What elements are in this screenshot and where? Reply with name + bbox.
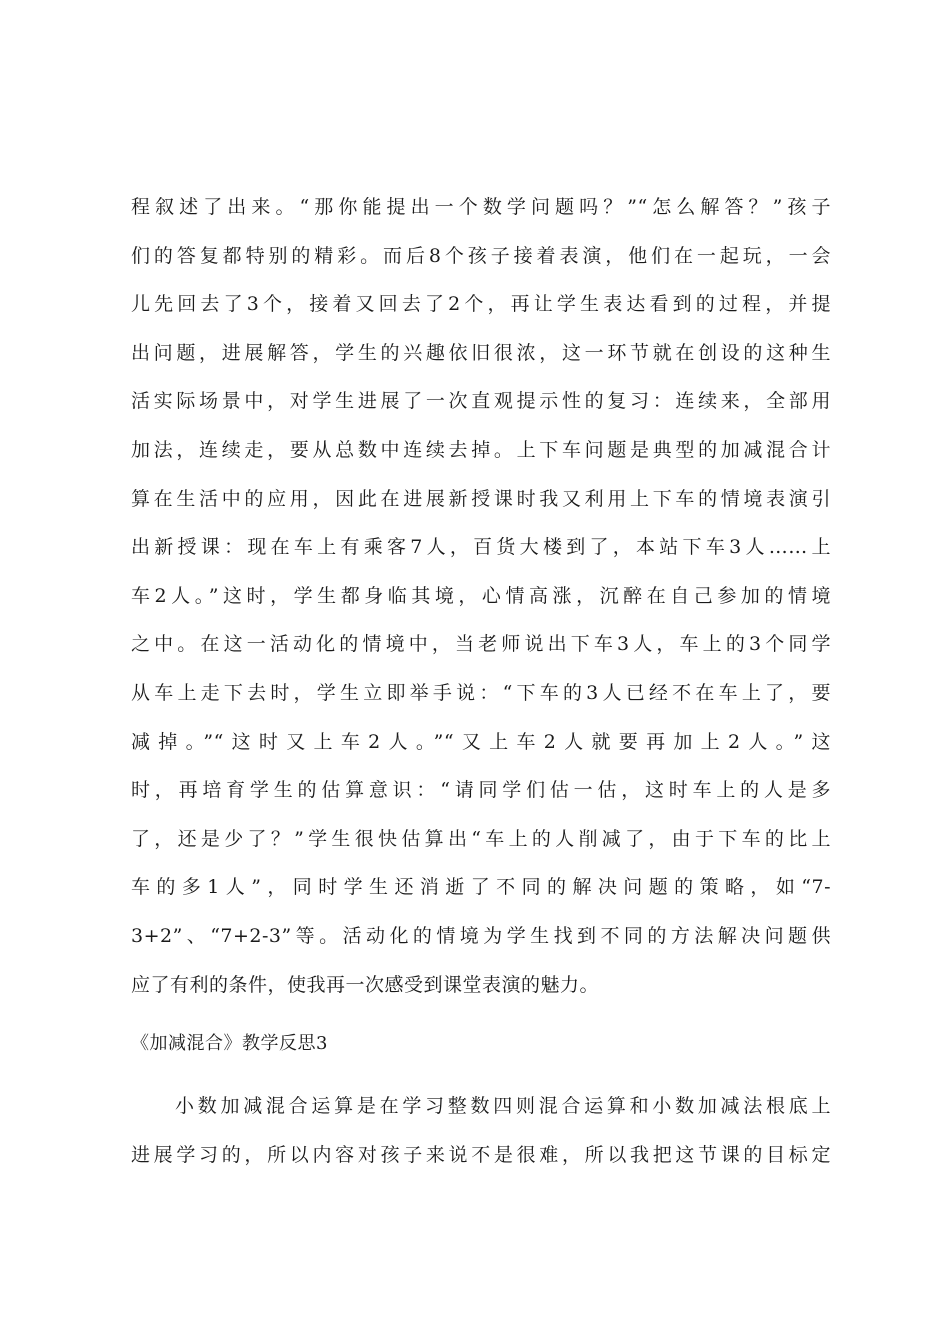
text-line: 车2人。”这时，学生都身临其境，心情高涨，沉醉在自己参加的情境 [131, 584, 831, 607]
text-line: 了，还是少了？”学生很快估算出“车上的人削减了，由于下车的比上 [131, 827, 831, 850]
text-line: 算在生活中的应用，因此在进展新授课时我又利用上下车的情境表演引 [131, 487, 831, 510]
text-line: 从车上走下去时，学生立即举手说：“下车的3人已经不在车上了，要 [131, 681, 831, 704]
text-line: 进展学习的，所以内容对孩子来说不是很难，所以我把这节课的目标定 [131, 1143, 831, 1166]
text-line: 3+2”、“7+2-3”等。活动化的情境为学生找到不同的方法解决问题供 [131, 924, 831, 947]
text-line: 之中。在这一活动化的情境中，当老师说出下车3人，车上的3个同学 [131, 633, 831, 656]
text-line: 应了有利的条件，使我再一次感受到课堂表演的魅力。 [131, 973, 600, 996]
text-line: 出新授课：现在车上有乘客7人，百货大楼到了，本站下车3人……上 [131, 536, 831, 559]
paragraph-2 [131, 1082, 831, 1179]
text-line: 减掉。”“这时又上车2人。”“又上车2人就要再加上2人。”这 [131, 730, 831, 753]
text-line: 程叙述了出来。“那你能提出一个数学问题吗？”“怎么解答？”孩子 [131, 196, 831, 218]
text-line: 加法，连续走，要从总数中连续去掉。上下车问题是典型的加减混合计 [131, 438, 831, 461]
text-line: 时，再培育学生的估算意识：“请同学们估一估，这时车上的人是多 [131, 779, 831, 802]
text-line: 们的答复都特别的精彩。而后8个孩子接着表演，他们在一起玩，一会 [131, 244, 831, 267]
text-line: 小数加减混合运算是在学习整数四则混合运算和小数加减法根底上 [175, 1095, 831, 1117]
text-line: 出问题，进展解答，学生的兴趣依旧很浓，这一环节就在创设的这种生 [131, 341, 831, 364]
text-line: 活实际场景中，对学生进展了一次直观提示性的复习：连续来，全部用 [131, 390, 831, 413]
text-line: 儿先回去了3个，接着又回去了2个，再让学生表达看到的过程，并提 [131, 293, 831, 316]
text-line: 车的多1人”，同时学生还消逝了不同的解决问题的策略，如“7- [131, 876, 831, 899]
section-heading: 《加减混合》教学反思3 [131, 1033, 328, 1054]
paragraph-1 [131, 183, 831, 1009]
